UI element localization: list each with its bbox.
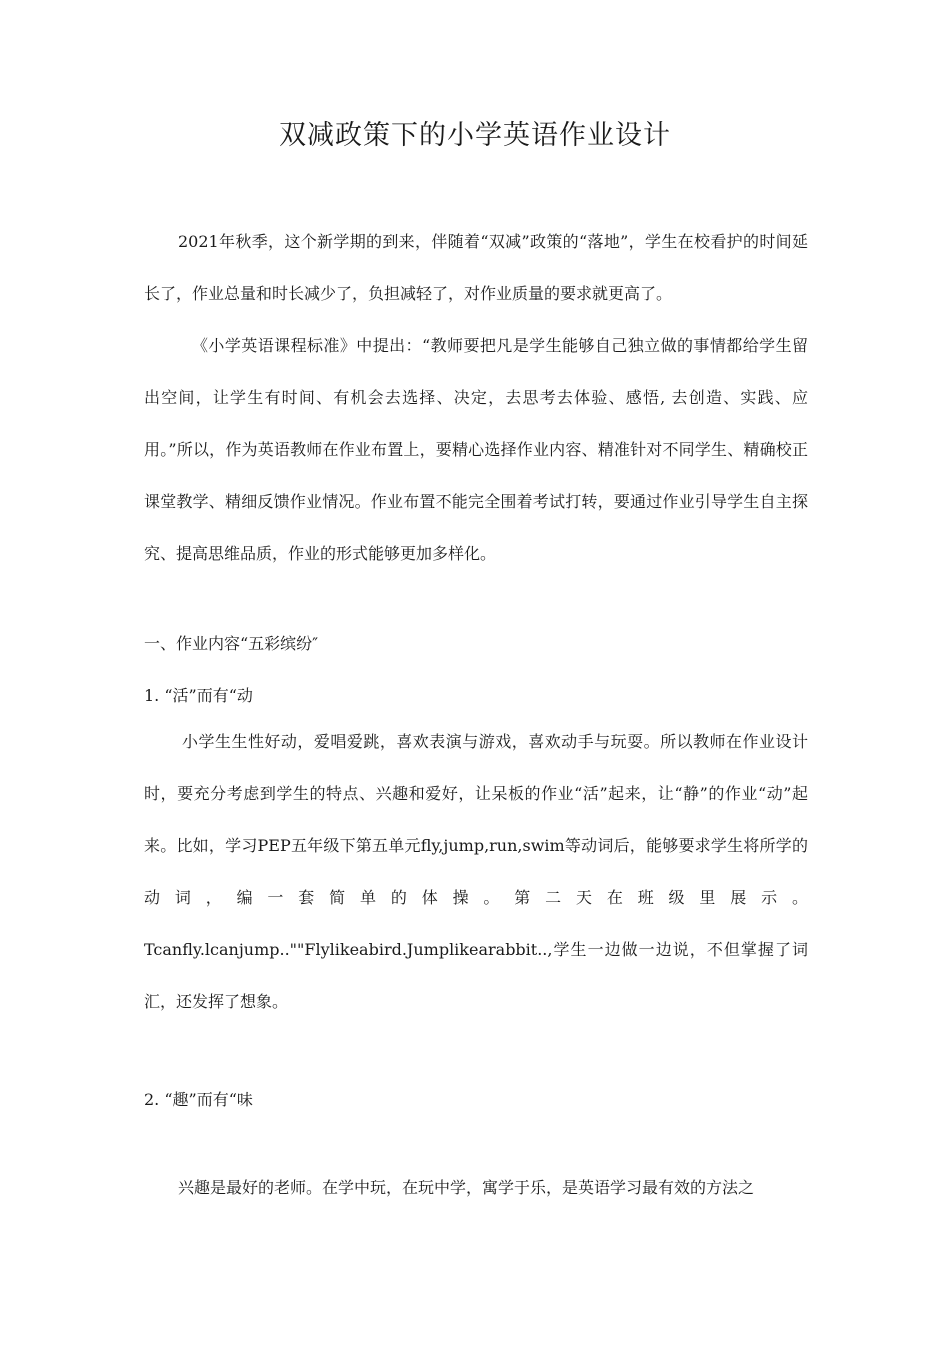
paragraph-interest: 兴趣是最好的老师。在学中玩，在玩中学，寓学于乐，是英语学习最有效的方法之 bbox=[178, 1178, 755, 1197]
paragraph-active: 小学生生性好动，爱唱爱跳，喜欢表演与游戏，喜欢动手与玩耍。所以教师在作业设计时，要充分考虑到学生的特点、兴趣和爱好，让呆板的作业“活”起来，让“静”的作业“动”起来。比如，学习PEP五年级下第五单元fly,jump,run,swim等动词后，能够要求学生将所学的动词，编一套简单的体操。第二天在班级里展示。Tcanfly.lcanjump..""Flylikeabird.Jumplikearabbit..,学生一边做一边说，不但掌握了词汇，还发挥了想象。 bbox=[144, 732, 808, 1011]
paragraph-standard: 《小学英语课程标准》中提出：“教师要把凡是学生能够自己独立做的事情都给学生留出空间，让学生有时间、有机会去选择、决定，去思考去体验、感悟, 去创造、实践、应用。”所以，作为英语教师在作业布置上，要精心选择作业内容、精准针对不同学生、精确校正课堂教学、精细反馈作业情况。作业布置不能完全围着考试打转，要通过作业引导学生自主探究、提高思维品质，作业的形式能够更加多样化。 bbox=[144, 336, 808, 563]
subheading-1: 1. “活”而有“动 bbox=[144, 686, 253, 705]
section-heading-1: 一、作业内容“五彩缤纷″ bbox=[144, 634, 319, 653]
subheading-2: 2. “趣”而有“味 bbox=[144, 1090, 253, 1109]
paragraph-intro: 2021年秋季，这个新学期的到来，伴随着“双减”政策的“落地”，学生在校看护的时间延长了，作业总量和时长减少了，负担减轻了，对作业质量的要求就更高了。 bbox=[144, 232, 808, 303]
page-title: 双减政策下的小学英语作业设计 bbox=[279, 120, 671, 151]
